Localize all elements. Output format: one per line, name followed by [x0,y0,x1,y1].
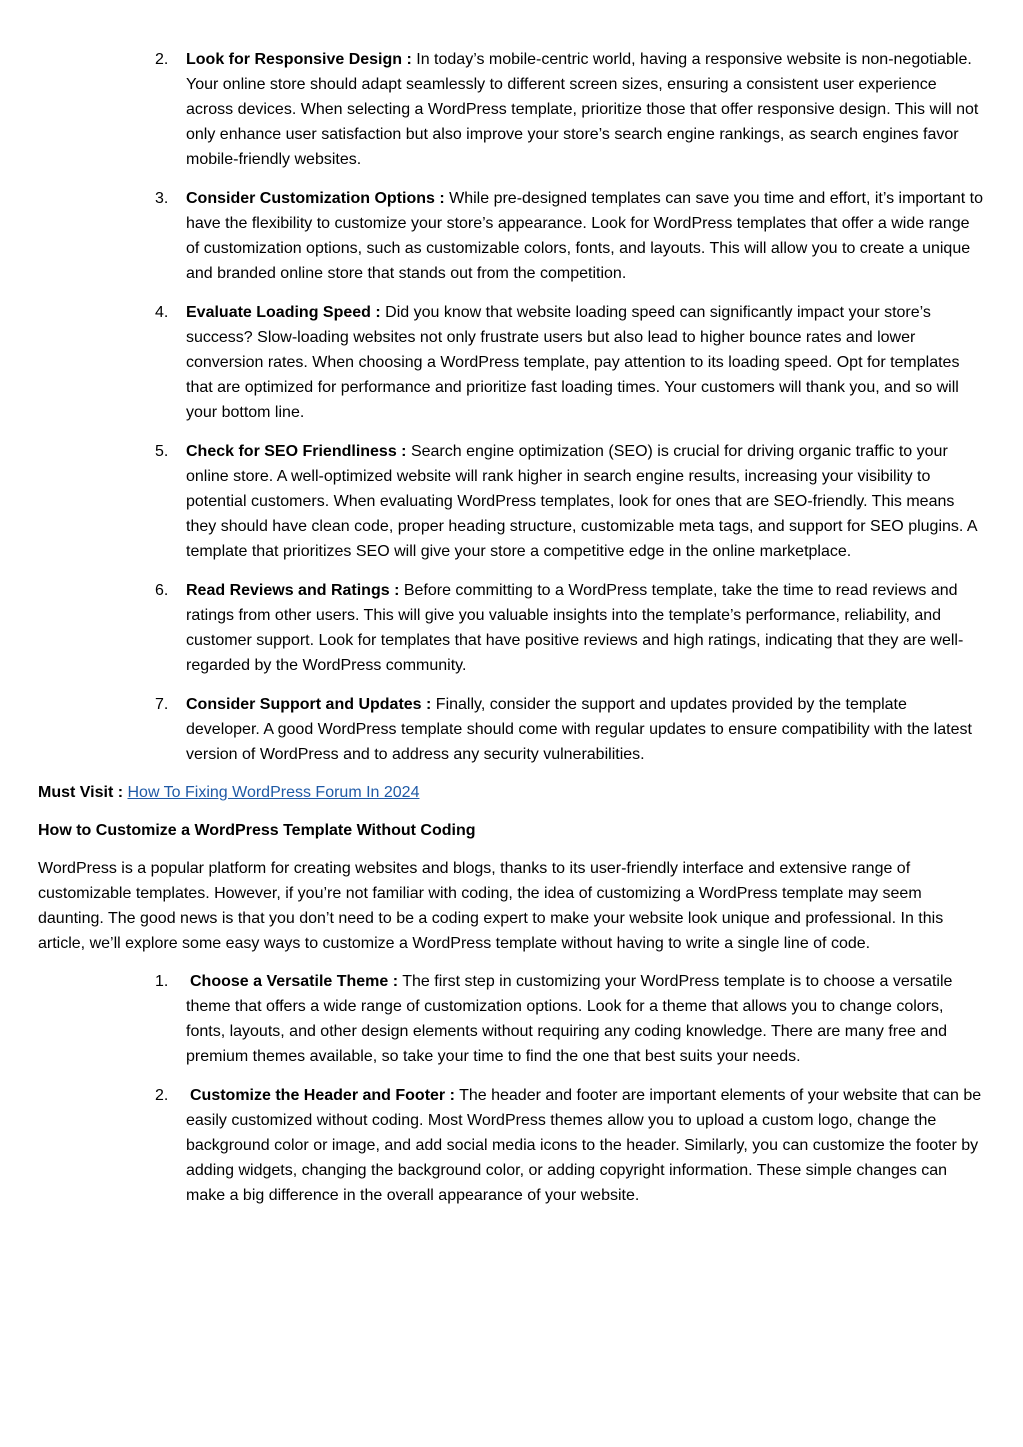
list-item-title: Check for SEO Friendliness : [186,443,407,460]
list-item [155,47,984,172]
list-item [155,969,984,1069]
list-number: 2. [155,1087,169,1104]
list-item-text: Before committing to a WordPress template, take the time to read reviews and ratings from other users. This will give you valuable insights into the template’s performance, reliability, and customer support. Look for templates that have positive reviews and high ratings, indicating that they are well-regarded by the WordPress community. [186,582,964,674]
list-item-title: Evaluate Loading Speed : [186,304,381,321]
list-item-title: Consider Support and Updates : [186,696,432,713]
list-number: 6. [155,582,169,599]
selection-tips-list [38,47,984,767]
list-item-title: Customize the Header and Footer : [190,1087,455,1104]
list-item-text: Search engine optimization (SEO) is crucial for driving organic traffic to your online store. A well-optimized website will rank higher in search engine results, increasing your visibility to potential customers. When evaluating WordPress templates, look for ones that are SEO-friendly. This means they should have clean code, proper heading structure, customizable meta tags, and support for SEO plugins. A template that prioritizes SEO will give your store a competitive edge in the online marketplace. [186,443,977,560]
list-item [155,186,984,286]
customize-steps-list [38,969,984,1208]
list-number: 2. [155,51,169,68]
list-item [155,300,984,425]
intro-paragraph: WordPress is a popular platform for creating websites and blogs, thanks to its user-friendly interface and extensive range of customizable templates. However, if you’re not familiar with coding, the idea of customizing a WordPress template may seem daunting. The good news is that you don’t need to be a coding expert to make your website look unique and professional. In this article, we’ll explore some easy ways to customize a WordPress template without having to write a single line of code. [38,860,944,952]
must-visit-label: Must Visit : [38,784,124,801]
list-item-text: While pre-designed templates can save you time and effort, it’s important to have the flexibility to customize your store’s appearance. Look for WordPress templates that offer a wide range of customization options, such as customizable colors, fonts, and layouts. This will allow you to create a unique and branded online store that stands out from the competition. [186,190,984,282]
document-page [38,47,984,1222]
list-item [155,1083,984,1208]
list-item-text: The header and footer are important elements of your website that can be easily customized without coding. Most WordPress themes allow you to upload a custom logo, change the background color or image, and add social media icons to the header. Similarly, you can customize the footer by adding widgets, changing the background color, or adding copyright information. These simple changes can make a big difference in the overall appearance of your website. [186,1087,982,1204]
list-item [155,692,984,767]
list-item-text: Finally, consider the support and updates provided by the template developer. A good WordPress template should come with regular updates to ensure compatibility with the latest version of WordPress and to address any security vulnerabilities. [186,696,972,763]
list-item-title: Read Reviews and Ratings : [186,582,400,599]
list-number: 5. [155,443,169,460]
list-item-title: Consider Customization Options : [186,190,445,207]
must-visit-link[interactable]: How To Fixing WordPress Forum In 2024 [127,784,420,801]
list-item-title: Choose a Versatile Theme : [190,973,399,990]
list-number: 4. [155,304,169,321]
list-item [155,578,984,678]
list-item-title: Look for Responsive Design : [186,51,412,68]
list-number: 3. [155,190,169,207]
list-item-text: Did you know that website loading speed can significantly impact your store’s success? Slow-loading websites not only frustrate users but also lead to higher bounce rates and lower conversion rates. When choosing a WordPress template, pay attention to its loading speed. Opt for templates that are optimized for performance and prioritize fast loading times. Your customers will thank you, and so will your bottom line. [186,304,960,421]
list-item-text: In today’s mobile-centric world, having a responsive website is non-negotiable. Your online store should adapt seamlessly to different screen sizes, ensuring a consistent user experience across devices. When selecting a WordPress template, prioritize those that offer responsive design. This will not only enhance user satisfaction but also improve your store’s search engine rankings, as search engines favor mobile-friendly websites. [186,51,979,168]
list-number: 7. [155,696,169,713]
list-number: 1. [155,973,169,990]
section-heading: How to Customize a WordPress Template Without Coding [38,822,476,839]
list-item [155,439,984,564]
must-visit-line [38,780,984,805]
list-item-text: The first step in customizing your WordPress template is to choose a versatile theme that offers a wide range of customization options. Look for a theme that allows you to change colors, fonts, layouts, and other design elements without requiring any coding knowledge. There are many free and premium themes available, so take your time to find the one that best suits your needs. [186,973,953,1065]
